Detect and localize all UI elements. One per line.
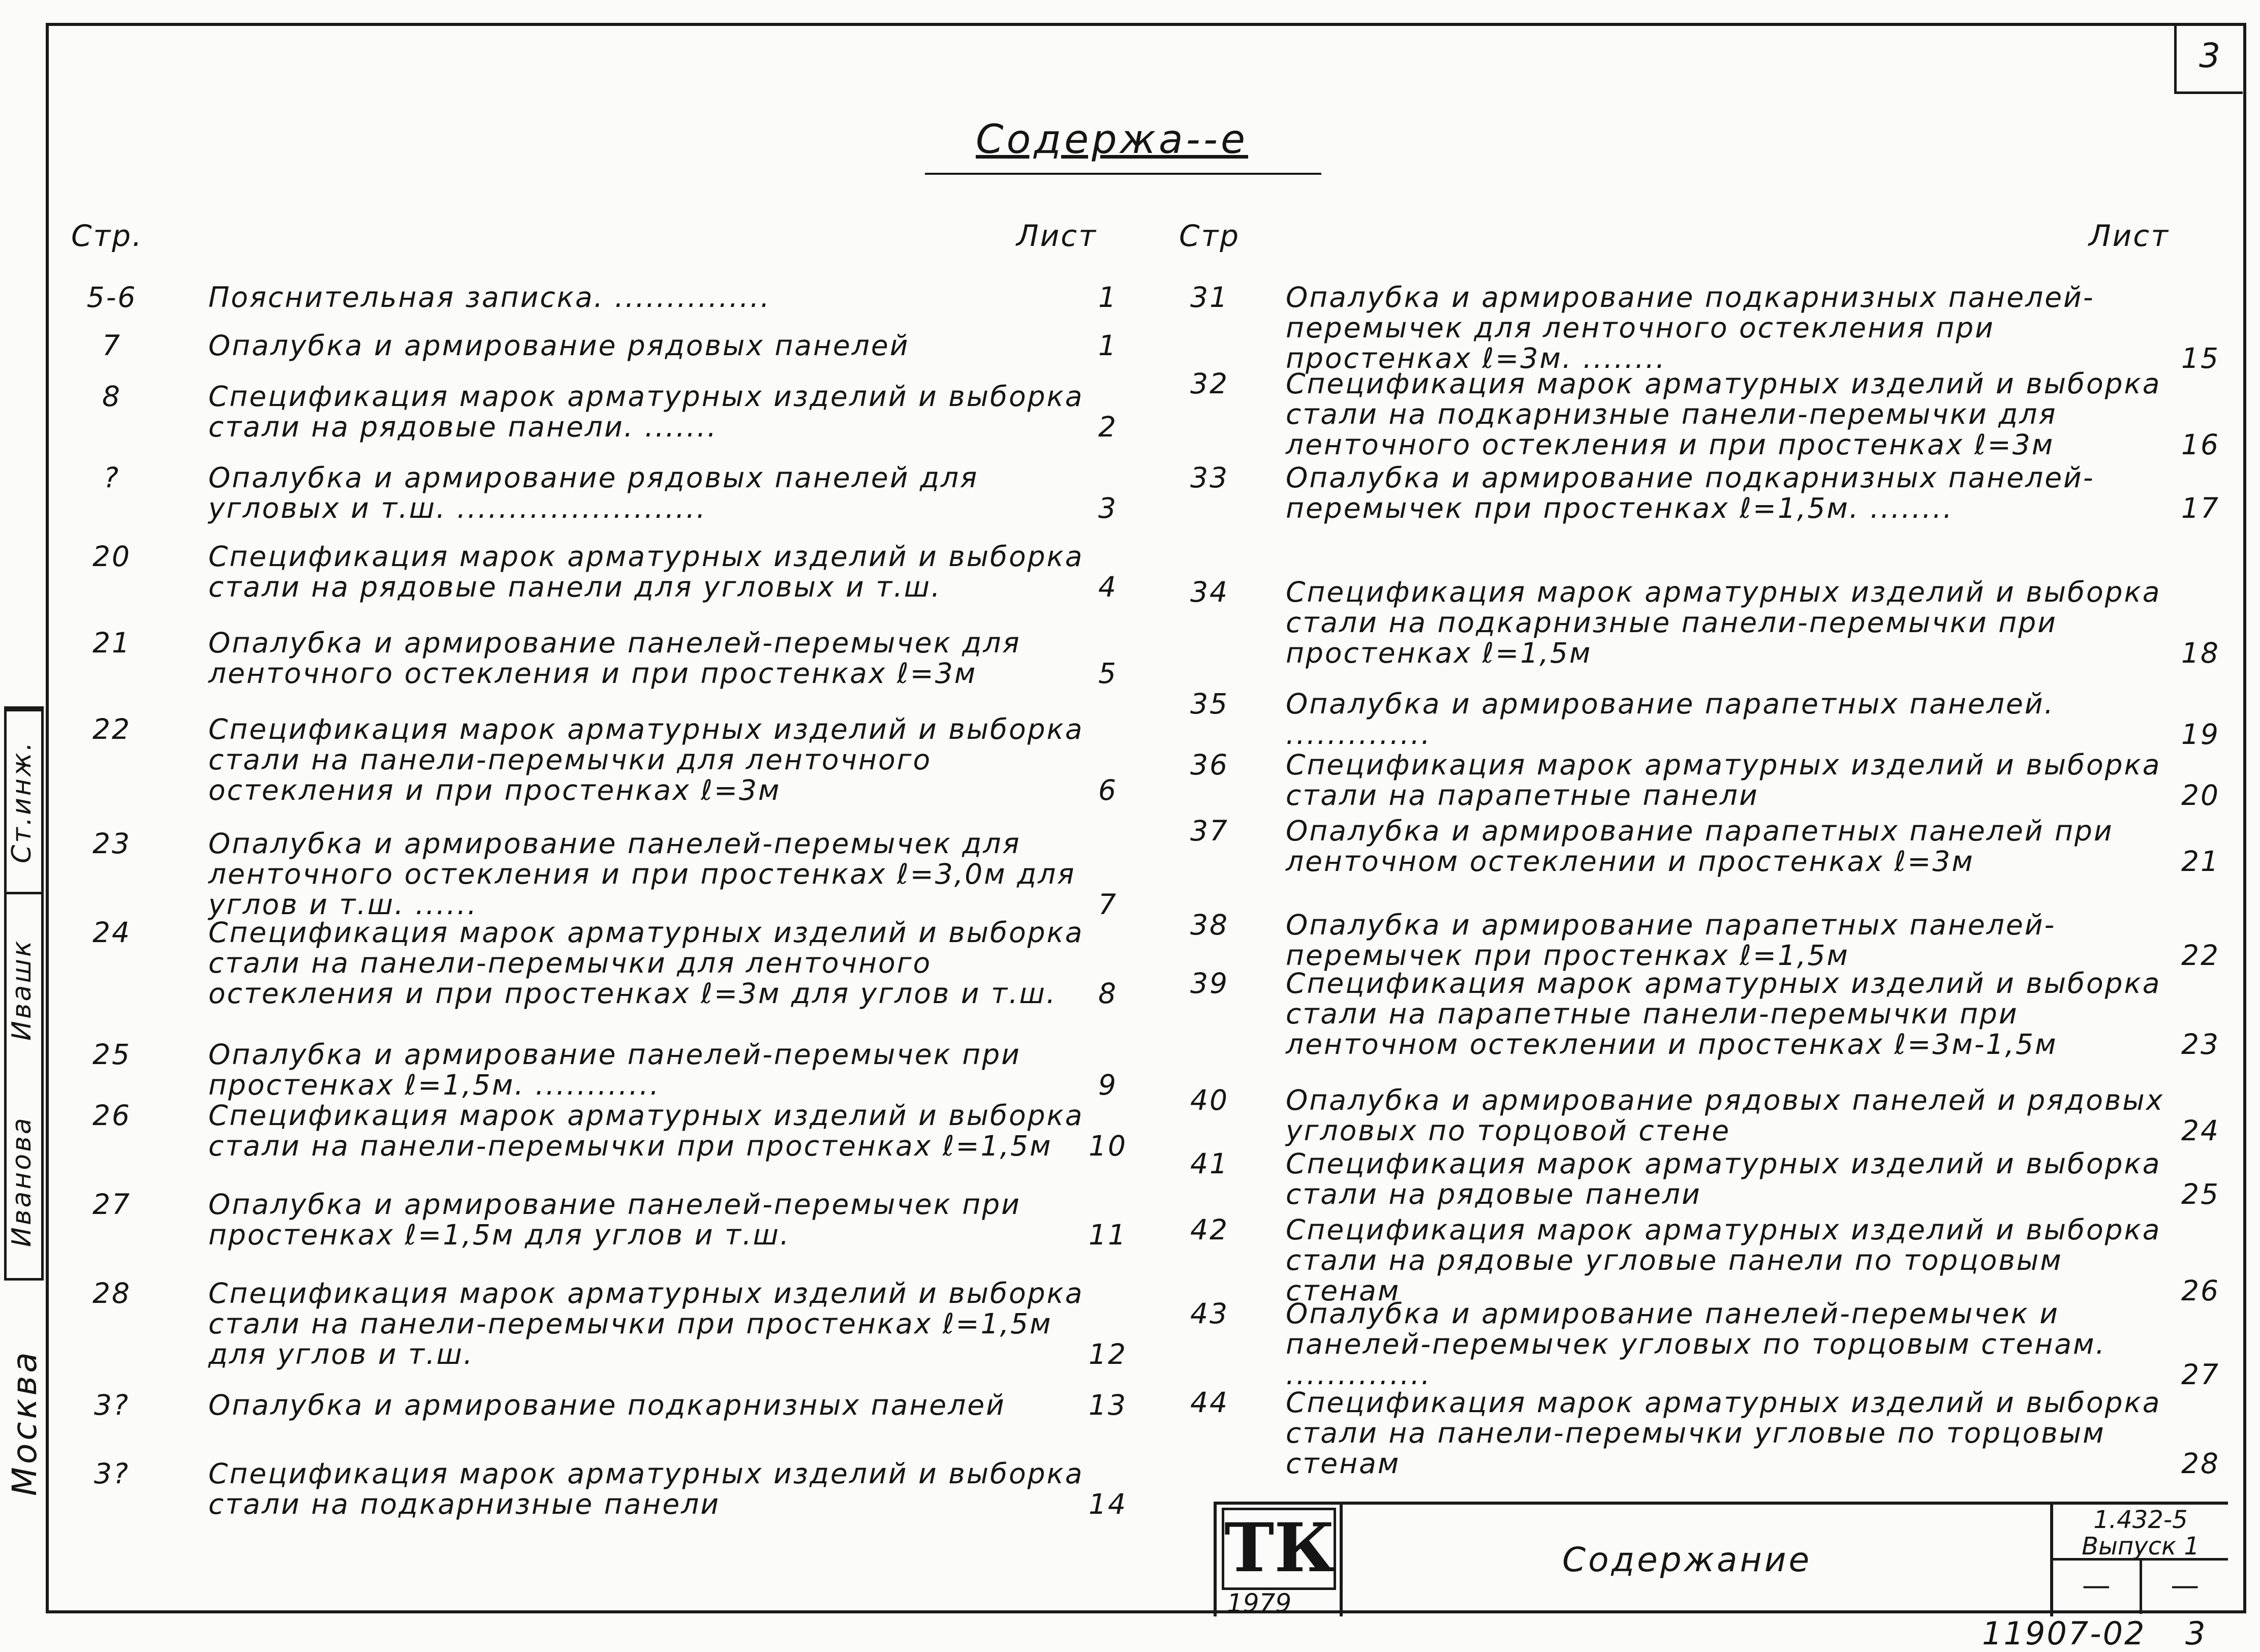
toc-sheet-number: 6 [1098,774,1118,806]
toc-page-number: ? [103,461,120,494]
toc-entry-title: Опалубка и армирование панелей-перемычек при простенках ℓ=1,5м. ............ [208,1038,1021,1101]
toc-entry-title: Спецификация марок арматурных изделий и выборка стали на подкарнизные панели-перемычки при простенках ℓ=1,5м [1286,576,2161,669]
right-sheet-column-header: Лист [2089,219,2170,253]
page-number-box: 3 [2174,25,2243,94]
toc-entry-title: Спецификация марок арматурных изделий и выборка стали на рядовые панели. ....... [208,380,1084,443]
side-signature-stamp [4,706,44,1281]
toc-entry-title: Спецификация марок арматурных изделий и выборка стали на панели-перемычки для ленточного остекления и при простенках ℓ=3м [208,713,1084,806]
toc-page-number: 33 [1190,461,1229,494]
toc-page-number: 7 [102,329,121,362]
toc-page-number: 34 [1190,576,1229,608]
toc-entry-title: Опалубка и армирование рядовых панелей и рядовых угловых по торцовой стене [1286,1084,2164,1147]
toc-page-number: 37 [1190,815,1229,847]
toc-sheet-number: 5 [1098,657,1118,690]
toc-entry-title: Спецификация марок арматурных изделий и выборка стали на панели-перемычки при простенках ℓ=1,5м для углов и т.ш. [208,1277,1084,1370]
toc-page-number: 3? [94,1389,130,1421]
toc-entry-title: Спецификация марок арматурных изделий и выборка стали на панели-перемычки угловые по торцовым стенам [1286,1386,2161,1480]
toc-entry-title: Спецификация марок арматурных изделий и выборка стали на парапетные панели-перемычки при ленточном остеклении и простенках ℓ=3м-1,5м [1286,967,2161,1061]
toc-entry-title: Опалубка и армирование подкарнизных панелей-перемычек при простенках ℓ=1,5м. ........ [1286,461,2095,524]
toc-sheet-number: 20 [2181,779,2220,812]
city-label: Москва [5,1349,44,1497]
toc-entry-title: Спецификация марок арматурных изделий и выборка стали на рядовые панели для угловых и т.ш. [208,540,1084,603]
toc-entry-title: Опалубка и армирование панелей-перемычек и панелей-перемычек угловых по торцовым стенам. .............. [1286,1297,2107,1391]
toc-entry-title: Опалубка и армирование панелей-перемычек для ленточного остекления и при простенках ℓ=3м [208,627,1021,690]
toc-entry-title: Спецификация марок арматурных изделий и выборка стали на подкарнизные панели [208,1457,1084,1520]
toc-entry-title: Опалубка и армирование подкарнизных панелей [208,1389,1006,1421]
toc-entry-title: Опалубка и армирование панелей-перемычек при простенках ℓ=1,5м для углов и т.ш. [208,1188,1021,1251]
toc-sheet-number: 11 [1089,1219,1127,1251]
title-block-year: 1979 [1227,1588,1292,1618]
toc-sheet-number: 22 [2181,939,2220,972]
toc-entry-title: Спецификация марок арматурных изделий и выборка стали на рядовые угловые панели по торцовым стенам [1286,1213,2161,1307]
title-underline [925,173,1321,175]
toc-page-number: 42 [1190,1213,1229,1246]
toc-sheet-number: 8 [1098,977,1118,1010]
toc-page-number: 8 [102,380,121,413]
series-cell [2050,1505,2228,1616]
side-stamp-name: Иванова [7,1116,37,1247]
toc-page-number: 21 [92,627,131,659]
title-block-title: Содержание [1562,1540,1812,1579]
toc-entry-title: Опалубка и армирование панелей-перемычек для ленточного остекления и при простенках ℓ=3,0м для углов и т.ш. ...... [208,827,1076,921]
toc-sheet-number: 1 [1098,329,1118,362]
toc-page-number: 44 [1190,1386,1229,1419]
toc-page-number: 38 [1190,909,1229,941]
tk-logo: ТК [1222,1508,1336,1590]
side-stamp-signature: Ивашк [7,892,41,1085]
toc-page-number: 36 [1190,749,1229,781]
toc-sheet-number: 9 [1098,1069,1118,1101]
side-stamp-role: Ст.инж. [7,709,41,892]
toc-page-number: 25 [92,1038,131,1071]
left-page-column-header: Стр. [71,219,143,253]
toc-page-number: 28 [92,1277,131,1310]
toc-entry-title: Спецификация марок арматурных изделий и выборка стали на панели-перемычки при простенках ℓ=1,5м [208,1099,1084,1162]
toc-sheet-number: 12 [1089,1338,1127,1370]
toc-sheet-number: 3 [1098,492,1118,524]
toc-entry-title: Опалубка и армирование парапетных панелей при ленточном остеклении и простенках ℓ=3м [1286,815,2114,878]
toc-page-number: 31 [1190,281,1229,314]
toc-entry-title: Спецификация марок арматурных изделий и выборка стали на рядовые панели [1286,1147,2161,1210]
toc-sheet-number: 28 [2181,1447,2220,1480]
toc-page-number: 41 [1190,1147,1229,1180]
toc-entry-title: Пояснительная записка. ............... [208,281,771,314]
toc-page-number: 32 [1190,367,1229,400]
toc-entry-title: Опалубка и армирование парапетных панелей-перемычек при простенках ℓ=1,5м [1286,909,2056,972]
toc-entry-title: Опалубка и армирование рядовых панелей [208,329,910,362]
page-title: Содержа--е [976,117,1248,163]
toc-entry-title: Опалубка и армирование рядовых панелей для угловых и т.ш. ........................ [208,461,979,524]
toc-sheet-number: 24 [2181,1114,2220,1147]
right-page-column-header: Стр [1179,219,1241,253]
toc-page-number: 26 [92,1099,131,1132]
title-block [1214,1502,2228,1616]
toc-sheet-number: 2 [1098,411,1118,443]
series-label [2053,1505,2228,1561]
toc-page-number: 40 [1190,1084,1229,1116]
tk-logo-cell [1217,1505,1343,1616]
toc-sheet-number: 21 [2181,845,2220,878]
toc-sheet-number: 4 [1098,571,1118,603]
toc-sheet-number: 25 [2181,1178,2220,1210]
toc-page-number: 3? [94,1457,130,1490]
series-cell-left: — [2053,1561,2142,1614]
toc-sheet-number: 17 [2181,492,2220,524]
toc-sheet-number: 7 [1098,888,1118,921]
toc-sheet-number: 18 [2181,637,2220,669]
toc-entry-title: Опалубка и армирование подкарнизных панелей-перемычек для ленточного остекления при простенках ℓ=3м. ........ [1286,281,2095,375]
toc-page-number: 27 [92,1188,131,1221]
toc-entry-title: Опалубка и армирование парапетных панелей. .............. [1286,688,2055,751]
toc-page-number: 23 [92,827,131,860]
series-number: 1.432-5 [2093,1506,2188,1534]
toc-sheet-number: 27 [2181,1358,2220,1391]
document-number: 11907-02 [1982,1615,2146,1652]
toc-page-number: 20 [92,540,131,573]
footer-page-number: 3 [2185,1615,2206,1652]
toc-page-number: 22 [92,713,131,745]
toc-sheet-number: 26 [2181,1274,2220,1307]
toc-sheet-number: 15 [2181,342,2220,375]
toc-page-number: 39 [1190,967,1229,1000]
toc-page-number: 43 [1190,1297,1229,1330]
toc-entry-title: Спецификация марок арматурных изделий и выборка стали на парапетные панели [1286,749,2161,812]
toc-entry-title: Спецификация марок арматурных изделий и выборка стали на панели-перемычки для ленточного остекления и при простенках ℓ=3м для углов и т.ш. [208,916,1084,1010]
toc-page-number: 35 [1190,688,1229,720]
toc-sheet-number: 16 [2181,428,2220,461]
left-sheet-column-header: Лист [1016,219,1097,253]
toc-sheet-number: 10 [1089,1130,1127,1162]
toc-sheet-number: 14 [1089,1488,1127,1520]
toc-page-number: 24 [92,916,131,949]
toc-sheet-number: 1 [1098,281,1118,314]
series-cell-right: — [2171,1569,2200,1602]
toc-sheet-number: 23 [2181,1028,2220,1061]
toc-sheet-number: 13 [1089,1389,1127,1421]
series-issue: Выпуск 1 [2082,1532,2200,1561]
toc-entry-title: Спецификация марок арматурных изделий и выборка стали на подкарнизные панели-перемычки для ленточного остекления и при простенках ℓ=3м [1286,367,2161,461]
toc-sheet-number: 19 [2181,718,2220,751]
toc-page-number: 5-6 [86,281,137,314]
